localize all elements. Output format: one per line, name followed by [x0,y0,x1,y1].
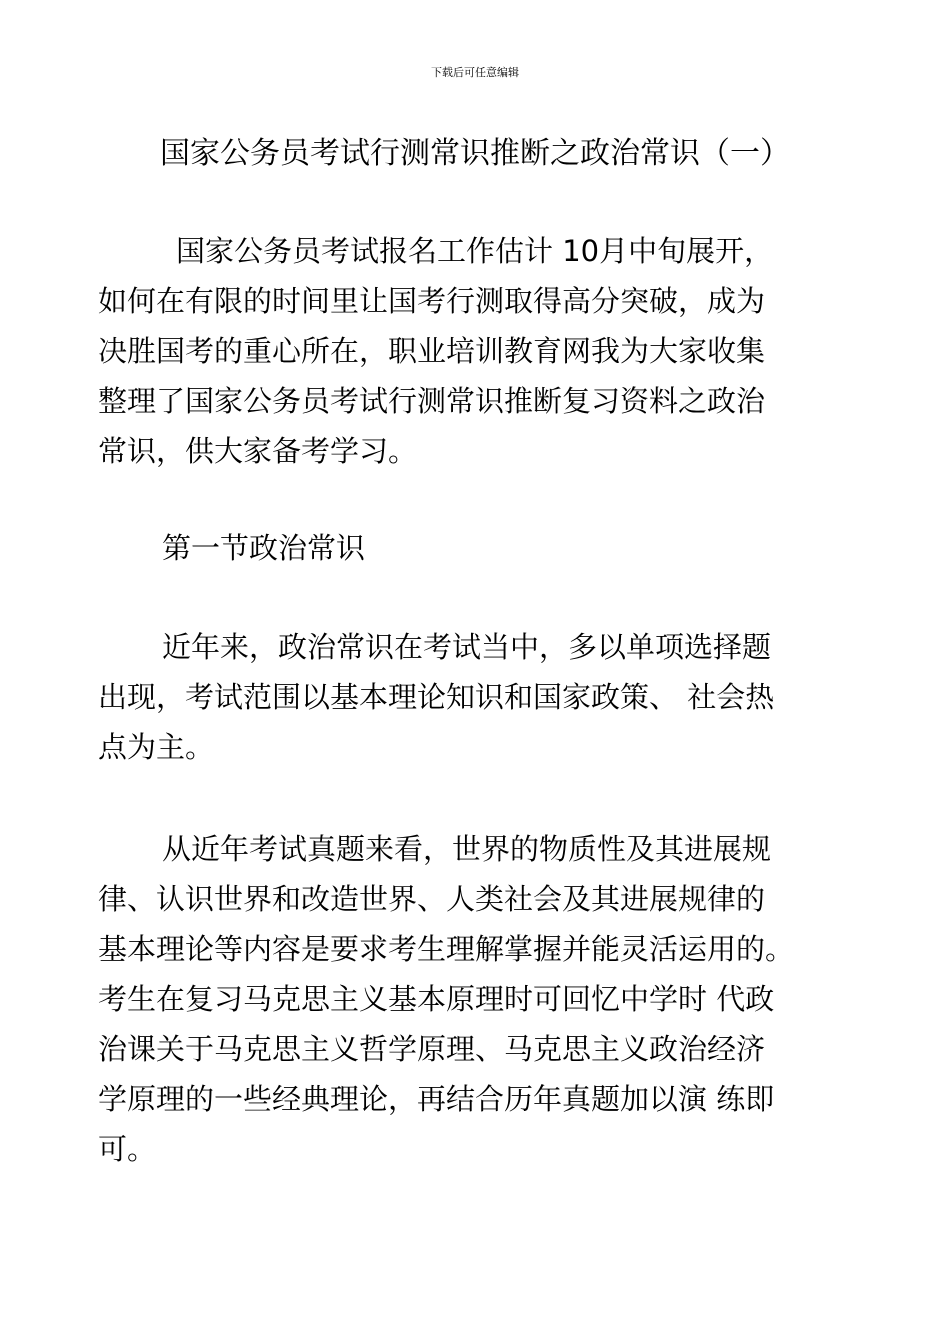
paragraph-line: 整理了国家公务员考试行测常识推断复习资料之政治 [98,384,766,418]
section-heading: 第一节政治常识 [162,531,366,565]
paragraph-line: 国家公务员考试报名工作估计 10月中旬展开， [176,234,774,268]
paragraph-line: 基本理论等内容是要求考生理解掌握并能灵活运用的。 [98,932,795,966]
header-note: 下载后可任意编辑 [431,66,519,79]
paragraph-line: 常识，供大家备考学习。 [98,434,418,468]
paragraph-line: 从近年考试真题来看，世界的物质性及其进展规 [162,832,772,866]
document-title: 国家公务员考试行测常识推断之政治常识（一） [160,136,790,171]
section-paragraph [98,622,856,772]
paragraph-line: 可。 [98,1132,157,1166]
paragraph-line: 学原理的一些经典理论，再结合历年真题加以演 练即 [98,1082,775,1116]
paragraph-line: 近年来，政治常识在考试当中，多以单项选择题 [162,630,772,664]
section-paragraph [98,824,856,1174]
paragraph-line: 治课关于马克思主义哲学原理、马克思主义政治经济 [98,1032,766,1066]
paragraph-line: 律、认识世界和改造世界、人类社会及其进展规律的 [98,882,766,916]
paragraph-line: 决胜国考的重心所在，职业培训教育网我为大家收集 [98,334,766,368]
paragraph-line: 如何在有限的时间里让国考行测取得高分突破，成为 [98,284,766,318]
paragraph-line: 点为主。 [98,730,215,764]
paragraph-line: 出现，考试范围以基本理论知识和国家政策、 社会热 [98,680,775,714]
section-heading-block [98,523,856,573]
paragraph-line: 考生在复习马克思主义基本原理时可回忆中学时 代政 [98,982,775,1016]
intro-paragraph [98,226,856,476]
